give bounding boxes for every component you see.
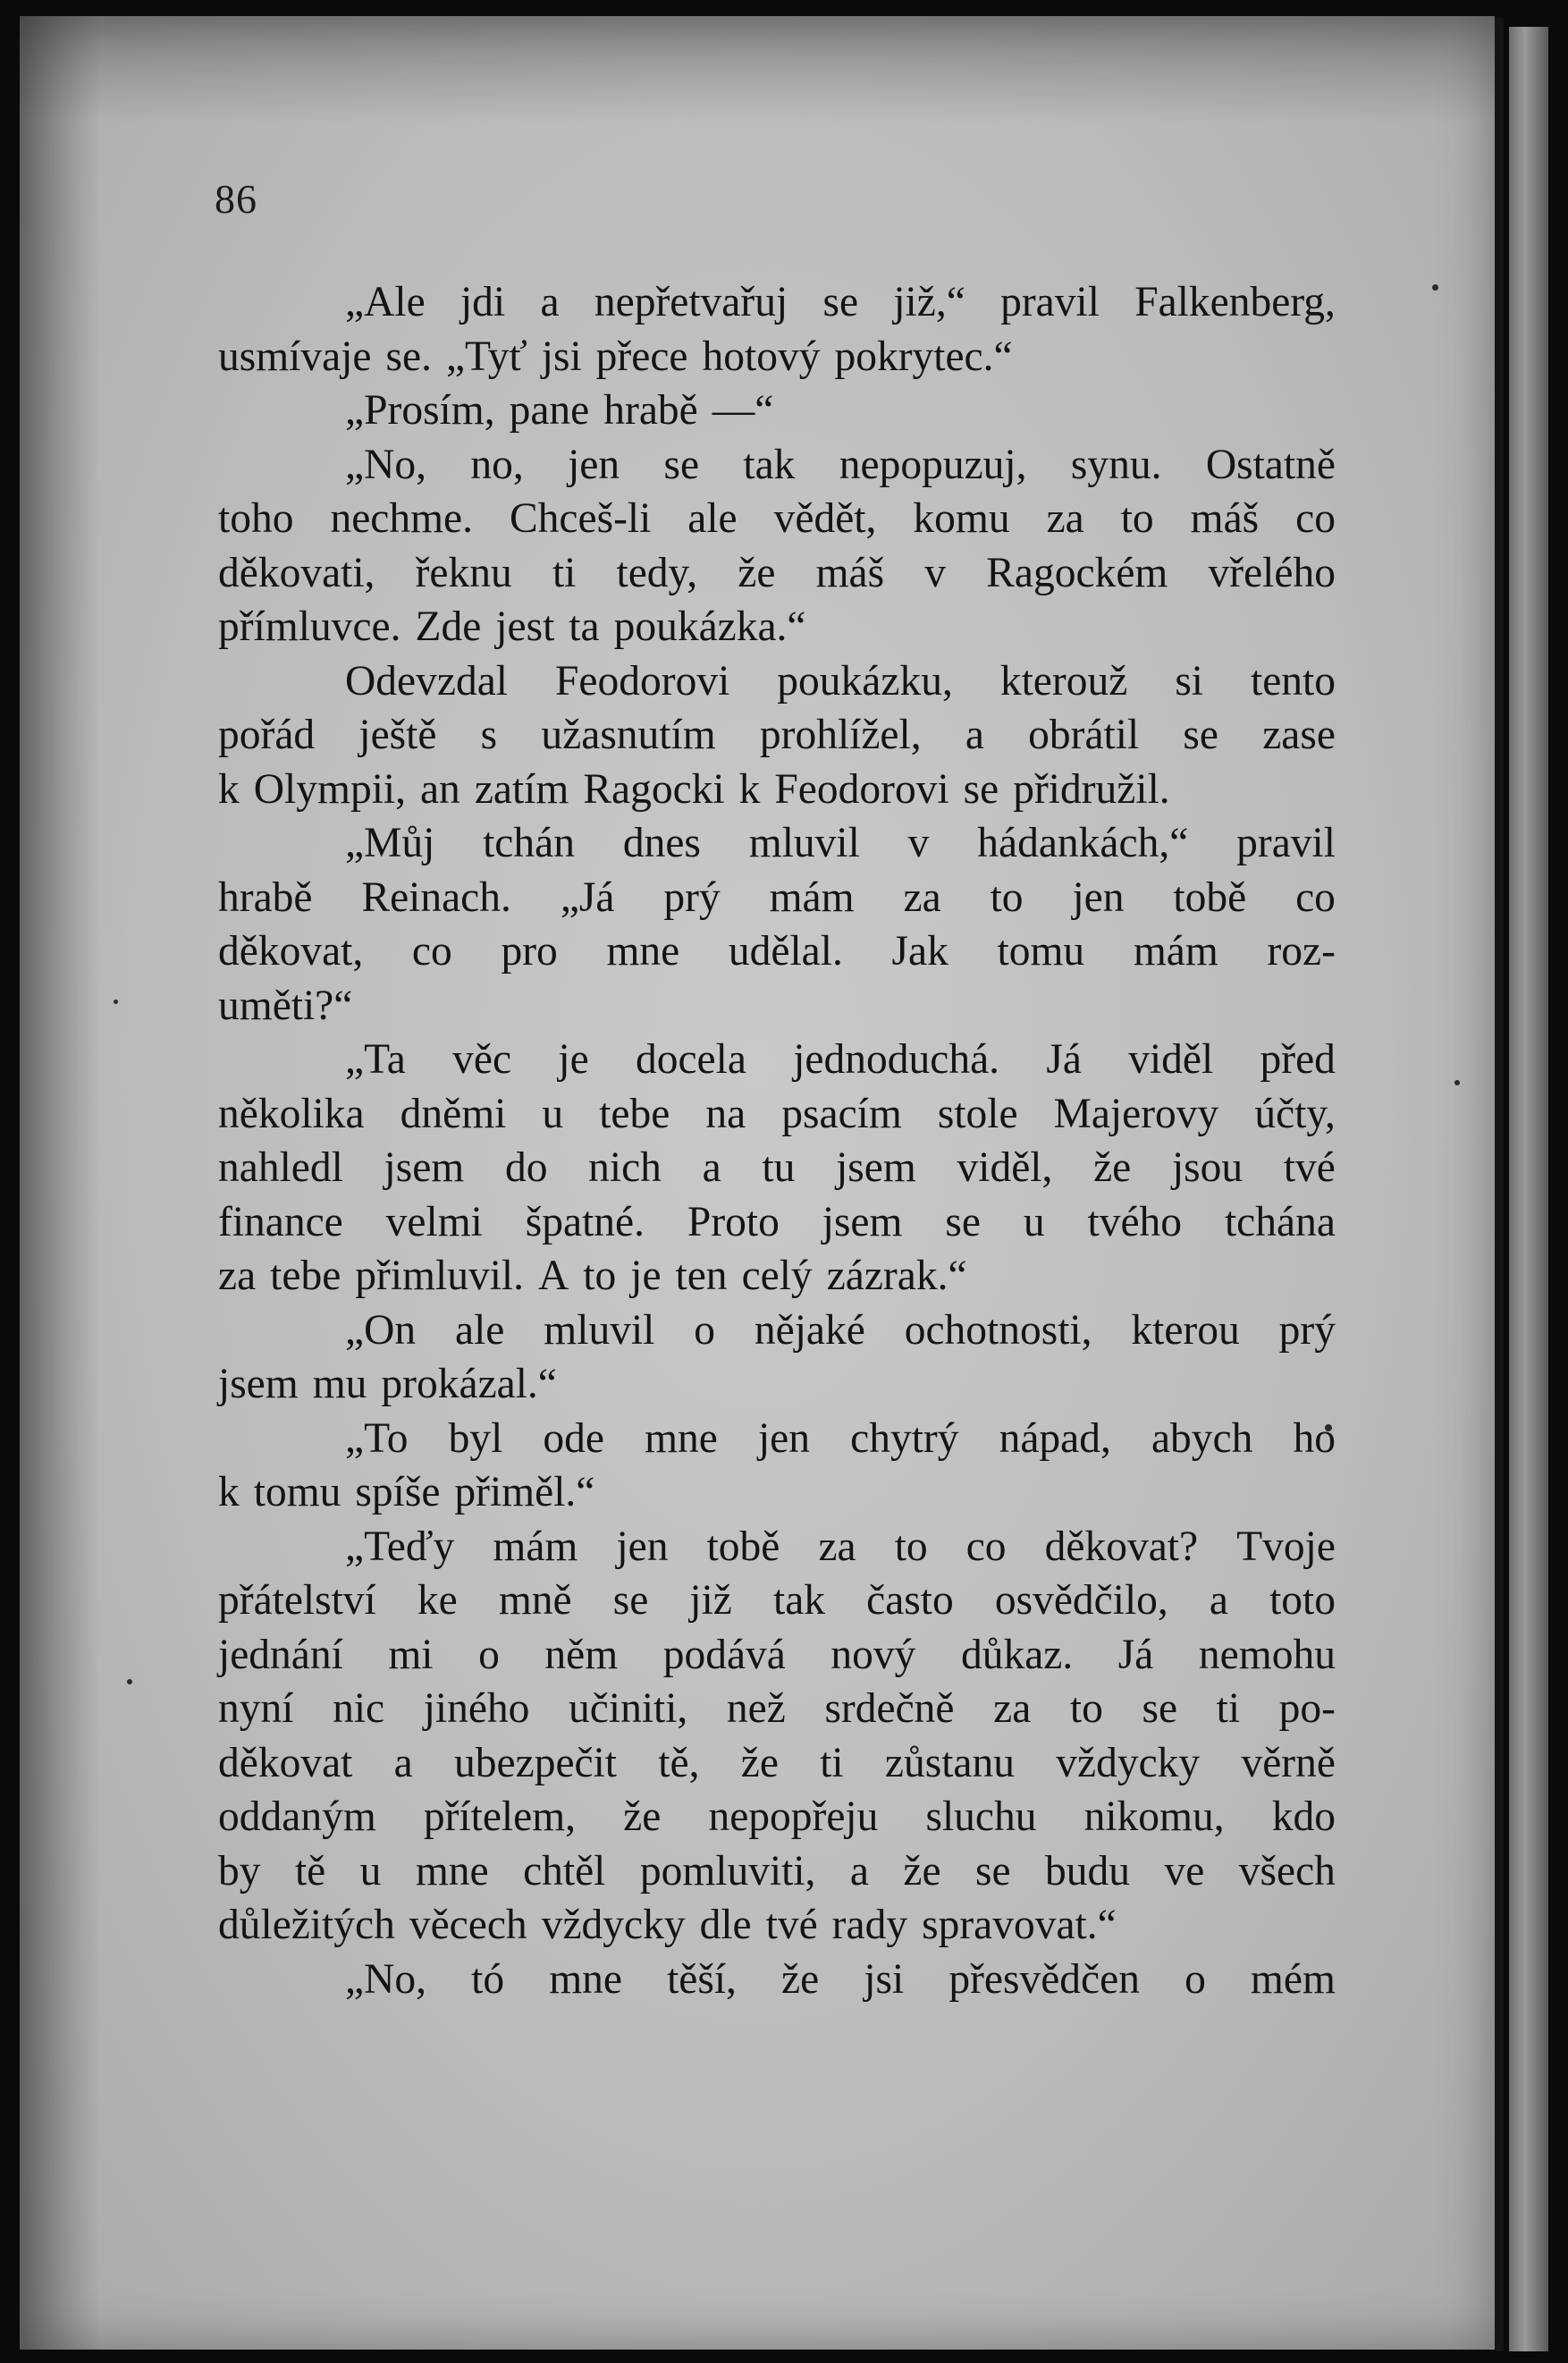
text-word: Falkenberg, — [1134, 279, 1336, 325]
text-word: jednoduchá. — [793, 1036, 1000, 1083]
text-word: pravil — [1236, 820, 1336, 866]
text-word: roz- — [1267, 928, 1336, 975]
text-word: a — [540, 279, 560, 325]
text-word: celý — [741, 1253, 813, 1299]
text-word: to — [1120, 495, 1154, 542]
text-word: ode — [543, 1414, 605, 1462]
text-word: jsou — [1171, 1144, 1243, 1191]
text-word: než — [726, 1685, 786, 1732]
text-word: vědět, — [773, 495, 877, 542]
text-word: máš — [1190, 495, 1260, 542]
text-word: ten — [675, 1253, 728, 1299]
text-word: jdi — [459, 279, 506, 325]
text-word: „Já — [560, 873, 615, 921]
text-word: nepopřeju — [708, 1793, 879, 1840]
text-word: těší, — [667, 1955, 737, 2003]
text-word: jsem — [822, 1198, 903, 1245]
text-line — [218, 1790, 1336, 1844]
text-word: nepopuzuj, — [839, 441, 1027, 488]
text-word: Odevzdal — [345, 657, 508, 705]
text-word: mám — [493, 1523, 578, 1570]
text-word: an — [419, 765, 460, 813]
page-number: 86 — [215, 176, 257, 222]
text-word: nic — [333, 1685, 385, 1732]
text-word: tobě — [1173, 873, 1247, 921]
text-word: již — [689, 1577, 732, 1624]
text-word: udělal. — [728, 928, 843, 975]
text-word: Olympii, — [253, 765, 406, 813]
text-word: na — [705, 1090, 746, 1137]
text-word: mám — [1133, 928, 1218, 975]
text-word: Proto — [687, 1198, 780, 1245]
text-word: ti — [820, 1739, 844, 1786]
text-word: „No, — [345, 441, 427, 488]
text-word: tvé — [765, 1902, 818, 1948]
text-word: jen — [1072, 873, 1125, 921]
text-word: za — [993, 1685, 1032, 1732]
text-word: Ragockém — [986, 549, 1168, 596]
text-word: se — [822, 279, 859, 325]
text-word: rady — [831, 1902, 908, 1948]
text-word: pomluviti, — [639, 1847, 816, 1895]
text-line — [218, 275, 1336, 330]
book-binding-edge — [1495, 18, 1504, 2351]
text-word: nich — [588, 1144, 662, 1191]
text-word: ta — [569, 603, 600, 650]
text-line — [218, 1953, 1336, 2007]
text-word: „No, — [345, 1955, 427, 2003]
text-word: spíše — [355, 1469, 441, 1515]
text-line — [218, 1141, 1336, 1195]
text-word: nahledl — [218, 1144, 343, 1191]
text-line — [218, 708, 1336, 763]
text-word: u — [359, 1847, 382, 1895]
text-word: nový — [830, 1631, 916, 1678]
text-word: poukázku, — [777, 657, 953, 705]
text-word: A — [537, 1253, 569, 1299]
text-line — [218, 492, 1336, 546]
text-word: za — [903, 873, 941, 921]
paper-speck — [1432, 284, 1438, 291]
text-word: důležitých — [218, 1902, 395, 1948]
text-word: ho — [1293, 1414, 1336, 1462]
text-word: mluvil — [748, 820, 860, 866]
text-word: hrabě — [218, 873, 313, 921]
text-word: osvědčilo, — [994, 1577, 1168, 1624]
text-word: „Můj — [345, 820, 435, 866]
text-word: pořád — [218, 712, 316, 758]
text-word: vřelého — [1208, 549, 1336, 596]
text-line — [218, 924, 1336, 979]
text-word: chytrý — [850, 1414, 959, 1462]
text-word: mu — [312, 1361, 367, 1407]
text-word: kdo — [1271, 1793, 1336, 1840]
text-word: se — [975, 1847, 1011, 1895]
text-word: srdečně — [824, 1685, 955, 1732]
text-word: jsem — [218, 1361, 299, 1407]
text-line — [218, 979, 1336, 1034]
text-word: mluvil — [544, 1306, 655, 1354]
text-word: oddaným — [218, 1793, 376, 1840]
text-word: „Ale — [345, 279, 426, 325]
text-word: zázrak.“ — [826, 1253, 967, 1299]
page-shadow-top — [20, 16, 1495, 123]
text-word: dněmi — [400, 1090, 507, 1137]
text-word: tebe — [599, 1090, 670, 1137]
text-word: tento — [1251, 657, 1336, 705]
paper-speck — [1454, 1080, 1460, 1085]
text-word: „To — [345, 1414, 409, 1462]
text-word: velmi — [385, 1198, 483, 1245]
text-word: jiného — [423, 1685, 530, 1732]
text-word: toho — [218, 495, 294, 542]
text-word: byl — [448, 1414, 503, 1462]
text-word: užasnutím — [541, 712, 716, 758]
text-word: pro — [501, 928, 558, 975]
text-line — [218, 1249, 1336, 1304]
text-word: tak — [743, 441, 796, 488]
text-word: synu. — [1070, 441, 1162, 488]
text-word: přesvědčen — [948, 1955, 1140, 2003]
text-word: ochotnosti, — [904, 1306, 1092, 1354]
text-word: hádankách,“ — [977, 820, 1189, 866]
text-word: uměti?“ — [218, 982, 353, 1029]
text-word: finance — [218, 1198, 343, 1245]
text-word: o — [694, 1306, 715, 1354]
text-word: obrátil — [1028, 712, 1140, 758]
text-word: Ostatně — [1205, 441, 1336, 488]
text-word: kterouž — [999, 657, 1128, 705]
text-line — [218, 1304, 1336, 1358]
text-word: ti — [552, 549, 577, 596]
text-word: Jak — [891, 928, 948, 975]
text-word: mne — [415, 1847, 489, 1895]
text-word: často — [866, 1577, 954, 1624]
text-word: prohlížel, — [759, 712, 922, 758]
text-word: abych — [1151, 1414, 1253, 1462]
text-word: tomu — [253, 1469, 341, 1515]
text-word: to — [1069, 1685, 1103, 1732]
text-word: ale — [455, 1306, 505, 1354]
text-word: tchána — [1224, 1198, 1336, 1245]
text-word: s — [480, 712, 498, 758]
text-word: učiniti, — [569, 1685, 688, 1732]
text-word: děkovat, — [218, 928, 364, 975]
text-word: a — [849, 1847, 869, 1895]
text-word: to — [990, 873, 1024, 921]
text-word: účty, — [1254, 1090, 1336, 1137]
text-word: se — [945, 1198, 981, 1245]
text-word: si — [1175, 657, 1203, 705]
text-word: hotový — [702, 333, 821, 380]
text-word: vždycky — [1056, 1739, 1201, 1786]
text-word: co — [1295, 873, 1336, 921]
text-word: se — [1142, 1685, 1178, 1732]
text-word: mém — [1250, 1955, 1336, 2003]
text-word: přítelem, — [423, 1793, 577, 1840]
text-word: děkovat — [218, 1739, 353, 1786]
text-line — [218, 330, 1336, 384]
text-line — [218, 816, 1336, 871]
text-word: ve — [1164, 1847, 1205, 1895]
text-word: důkaz. — [960, 1631, 1074, 1678]
text-line — [218, 1465, 1336, 1520]
text-word: přece — [595, 333, 688, 380]
text-word: je — [558, 1036, 589, 1083]
text-word: mne — [645, 1414, 718, 1462]
text-word: mi — [388, 1631, 434, 1678]
text-word: prý — [663, 873, 721, 921]
text-word: přidružil. — [1013, 765, 1170, 813]
text-line — [218, 1628, 1336, 1683]
text-line — [218, 1574, 1336, 1628]
text-line — [218, 1736, 1336, 1791]
text-word: děkovati, — [218, 549, 375, 596]
text-word: Chceš-li — [510, 495, 652, 542]
text-line — [218, 1087, 1336, 1142]
text-word: k — [218, 1469, 240, 1515]
text-word: co — [411, 928, 452, 975]
text-word: několika — [218, 1090, 365, 1137]
text-word: by — [218, 1847, 261, 1895]
text-word: toto — [1269, 1577, 1336, 1624]
text-word: nepřetvařuj — [594, 279, 788, 325]
text-word: Já — [1117, 1631, 1154, 1678]
text-word: jsi — [541, 333, 582, 380]
text-word: jest — [495, 603, 555, 650]
text-word: se — [663, 441, 700, 488]
text-word: poukázka.“ — [613, 603, 806, 650]
text-word: ubezpečit — [454, 1739, 618, 1786]
text-word: Já — [1046, 1036, 1082, 1083]
text-word: pane — [509, 387, 590, 434]
text-word: usmívaje — [218, 333, 372, 380]
text-word: jsi — [864, 1955, 905, 2003]
text-word: se — [1183, 712, 1218, 758]
body-text — [218, 275, 1336, 2006]
text-word: něm — [544, 1631, 619, 1678]
text-word: u — [542, 1090, 564, 1137]
text-word: no, — [470, 441, 524, 488]
text-word: pokrytec.“ — [834, 333, 1013, 380]
text-word: prý — [1278, 1306, 1336, 1354]
text-word: se — [963, 765, 999, 813]
text-word: —“ — [712, 387, 774, 434]
text-word: před — [1260, 1036, 1336, 1083]
text-word: komu — [913, 495, 1010, 542]
text-word: přiměl.“ — [454, 1469, 595, 1515]
text-word: tu — [762, 1144, 796, 1191]
text-word: chtěl — [523, 1847, 606, 1895]
text-word: podává — [662, 1631, 786, 1678]
text-word: a — [1209, 1577, 1228, 1624]
text-word: o — [1184, 1955, 1206, 2003]
text-word: ale — [687, 495, 738, 542]
text-word: dle — [699, 1902, 752, 1948]
text-word: spravovat.“ — [922, 1902, 1117, 1948]
text-line — [218, 763, 1336, 817]
text-word: že — [1093, 1144, 1132, 1191]
text-word: sluchu — [925, 1793, 1037, 1840]
text-word: zatím — [474, 765, 569, 813]
text-word: nemohu — [1198, 1631, 1336, 1678]
text-word: tebe — [270, 1253, 341, 1299]
text-line — [218, 1898, 1336, 1953]
text-word: „Tyť — [445, 333, 527, 380]
text-word: pravil — [1000, 279, 1100, 325]
text-word: v — [924, 549, 947, 596]
text-word: zůstanu — [884, 1739, 1015, 1786]
adjacent-page-edge — [1509, 27, 1548, 2351]
text-line — [218, 438, 1336, 493]
text-word: nápad, — [999, 1414, 1111, 1462]
text-word: nějaké — [754, 1306, 865, 1354]
text-word: již,“ — [893, 279, 965, 325]
text-word: věcech — [409, 1902, 527, 1948]
text-word: jen — [568, 441, 620, 488]
text-word: Tvoje — [1236, 1523, 1336, 1570]
text-word: je — [630, 1253, 662, 1299]
text-word: že — [623, 1793, 662, 1840]
text-word: stole — [937, 1090, 1018, 1137]
text-word: řeknu — [415, 549, 512, 596]
text-word: to — [894, 1523, 928, 1570]
text-word: nechme. — [330, 495, 474, 542]
text-word: tě — [294, 1847, 326, 1895]
text-word: jsem — [836, 1144, 916, 1191]
text-line — [218, 1357, 1336, 1412]
text-word: Majerovy — [1053, 1090, 1219, 1137]
text-word: dnes — [622, 820, 701, 866]
text-word: viděl — [1128, 1036, 1214, 1083]
text-word: po- — [1278, 1685, 1336, 1732]
text-word: přimluvil. — [355, 1253, 524, 1299]
text-word: tvého — [1087, 1198, 1183, 1245]
text-word: tě, — [658, 1739, 700, 1786]
text-line — [218, 1412, 1336, 1466]
paper-speck — [127, 1679, 132, 1684]
text-word: k — [218, 765, 240, 813]
text-word: o — [478, 1631, 500, 1678]
text-word: přátelství — [218, 1577, 376, 1624]
text-line — [218, 1844, 1336, 1899]
text-word: a — [393, 1739, 413, 1786]
text-word: Reinach. — [361, 873, 511, 921]
text-word: za — [1046, 495, 1084, 542]
text-word: že — [740, 1739, 779, 1786]
text-word: máš — [815, 549, 885, 596]
text-line — [218, 1195, 1336, 1250]
text-word: přímluvce. — [218, 603, 401, 650]
text-word: v — [907, 820, 930, 866]
text-line — [218, 600, 1336, 654]
text-word: Zde — [415, 603, 482, 650]
text-word: prokázal.“ — [381, 1361, 557, 1407]
text-word: děkovat? — [1044, 1523, 1199, 1570]
text-word: se — [612, 1577, 649, 1624]
text-word: co — [965, 1523, 1007, 1570]
text-word: viděl, — [957, 1144, 1053, 1191]
text-word: hrabě — [603, 387, 698, 434]
text-word: nyní — [218, 1685, 294, 1732]
text-word: jen — [757, 1414, 811, 1462]
text-word: ti — [1216, 1685, 1241, 1732]
text-word: ještě — [358, 712, 437, 758]
text-word: „On — [345, 1306, 417, 1354]
text-line — [218, 546, 1336, 601]
text-word: špatné. — [525, 1198, 645, 1245]
text-word: všech — [1238, 1847, 1336, 1895]
text-word: co — [1295, 495, 1336, 542]
text-word: u — [1023, 1198, 1045, 1245]
text-word: „Teďy — [345, 1523, 455, 1570]
text-word: věrně — [1241, 1739, 1336, 1786]
text-word: tak — [773, 1577, 826, 1624]
text-word: a — [702, 1144, 721, 1191]
text-word: budu — [1045, 1847, 1131, 1895]
text-word: tedy, — [616, 549, 698, 596]
page-shadow-left — [20, 16, 100, 2350]
text-word: kterou — [1131, 1306, 1240, 1354]
text-word: a — [965, 712, 984, 758]
paper-speck — [114, 1000, 118, 1004]
text-line — [218, 654, 1336, 709]
text-line — [218, 1033, 1336, 1087]
text-word: se. — [385, 333, 432, 380]
text-word: psacím — [781, 1090, 902, 1137]
text-word: mně — [498, 1577, 572, 1624]
text-word: tvé — [1283, 1144, 1336, 1191]
text-word: vždycky — [541, 1902, 686, 1948]
text-word: mám — [769, 873, 855, 921]
text-word: tó — [471, 1955, 505, 2003]
text-word: za — [818, 1523, 856, 1570]
text-word: věc — [452, 1036, 512, 1083]
text-word: jen — [616, 1523, 669, 1570]
text-word: k — [738, 765, 761, 813]
text-word: že — [781, 1955, 820, 2003]
text-word: jsem — [384, 1144, 465, 1191]
text-line — [218, 1682, 1336, 1736]
text-word: Feodorovi — [774, 765, 949, 813]
text-word: docela — [635, 1036, 746, 1083]
text-line — [218, 871, 1336, 925]
text-word: zase — [1262, 712, 1336, 758]
text-word: tomu — [997, 928, 1085, 975]
text-line — [218, 384, 1336, 438]
text-line — [218, 1520, 1336, 1574]
text-word: „Ta — [345, 1036, 406, 1083]
text-word: Ragocki — [583, 765, 725, 813]
text-word: že — [903, 1847, 941, 1895]
text-word: jednání — [218, 1631, 343, 1678]
text-word: mne — [549, 1955, 622, 2003]
text-word: tobě — [706, 1523, 780, 1570]
text-word: že — [738, 549, 776, 596]
text-word: do — [504, 1144, 548, 1191]
text-word: ke — [417, 1577, 458, 1624]
text-word: Feodorovi — [555, 657, 730, 705]
text-word: nikomu, — [1083, 1793, 1225, 1840]
text-word: tchán — [483, 820, 575, 866]
text-word: za — [218, 1253, 257, 1299]
text-word: to — [583, 1253, 617, 1299]
text-word: mne — [606, 928, 680, 975]
text-word: „Prosím, — [345, 387, 495, 434]
